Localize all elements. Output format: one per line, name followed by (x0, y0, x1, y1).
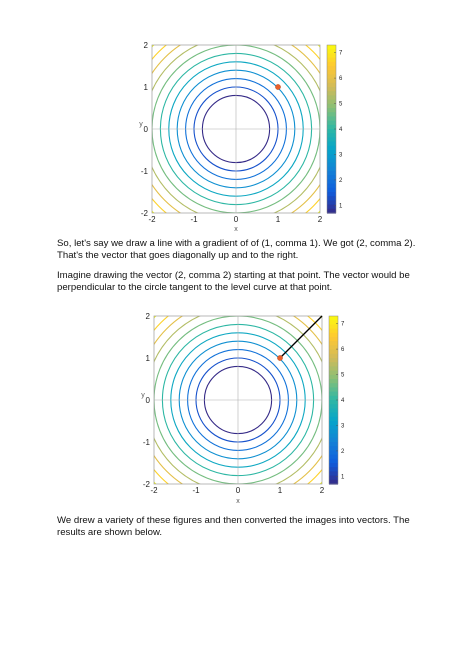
colorbar-segment (329, 404, 338, 409)
y-tick-label: 1 (143, 83, 148, 92)
contour-level-1 (202, 95, 269, 162)
colorbar-segment (329, 396, 338, 401)
contour-level-2 (196, 358, 280, 442)
colorbar-segment (329, 320, 338, 325)
colorbar-tick-label: 2 (339, 177, 343, 184)
colorbar-segment (327, 167, 336, 172)
colorbar-1 (327, 45, 343, 214)
y-tick-label: -2 (142, 480, 150, 489)
colorbar-tick-label: 5 (341, 372, 345, 379)
x-axis-label-1: x (234, 226, 238, 233)
plot-frame-2 (154, 316, 322, 484)
x-tick-label: 1 (277, 486, 283, 495)
colorbar-tick-label: 3 (339, 152, 343, 159)
colorbar-segment (327, 125, 336, 130)
colorbar-segment (327, 58, 336, 63)
marked-point (277, 355, 282, 360)
colorbar-segment (327, 112, 336, 117)
colorbar-segment (329, 333, 338, 338)
contour-level-10 (127, 20, 345, 238)
colorbar-segment (327, 163, 336, 168)
colorbar-segment (327, 158, 336, 163)
colorbar-segment (329, 366, 338, 371)
y-tick-label: -2 (140, 209, 148, 218)
colorbar-segment (327, 108, 336, 113)
colorbar-segment (329, 379, 338, 384)
colorbar-segment (329, 350, 338, 355)
contour-level-7 (154, 316, 322, 484)
colorbar-segment (327, 87, 336, 92)
colorbar-segment (327, 146, 336, 151)
colorbar-segment (329, 362, 338, 367)
colorbar-segment (329, 450, 338, 455)
colorbar-segment (329, 442, 338, 447)
colorbar-tick-label: 1 (341, 474, 345, 481)
colorbar-segment (327, 184, 336, 189)
x-tick-label: 1 (275, 215, 281, 224)
colorbar-segment (329, 413, 338, 418)
contour-lines-1 (118, 11, 353, 246)
contour-level-10 (129, 291, 347, 509)
y-tick-label: -1 (140, 167, 148, 176)
colorbar-segment (327, 209, 336, 214)
colorbar-segment (327, 95, 336, 100)
colorbar-tick-label: 5 (339, 101, 343, 108)
colorbar-segment (329, 408, 338, 413)
contour-level-3 (186, 79, 287, 180)
colorbar-segment (327, 200, 336, 205)
y-axis-label-2: y (141, 392, 145, 399)
contour-level-6 (160, 53, 311, 204)
colorbar-tick-label: 7 (341, 321, 345, 328)
paragraph-results: We drew a variety of these figures and then converted the images into vectors. The results are shown below. (57, 515, 410, 539)
colorbar-segment (329, 329, 338, 334)
y-tick-label: 1 (145, 354, 150, 363)
contour-level-5 (171, 333, 305, 467)
contour-level-4 (179, 341, 297, 459)
gradient-vector-arrow (280, 316, 322, 358)
colorbar-segment (329, 400, 338, 405)
colorbar-segment (327, 66, 336, 71)
colorbar-segment (327, 133, 336, 138)
colorbar-segment (329, 446, 338, 451)
colorbar-segment (327, 83, 336, 88)
x-tick-label: -1 (192, 486, 200, 495)
contour-level-6 (162, 324, 313, 475)
contour-level-9 (135, 28, 337, 230)
colorbar-segment (329, 425, 338, 430)
colorbar-segment (329, 417, 338, 422)
colorbar-segment (329, 371, 338, 376)
y-axis-label-1: y (139, 121, 143, 128)
contour-level-11 (120, 282, 355, 517)
colorbar-segment (329, 354, 338, 359)
colorbar-segment (327, 45, 336, 50)
colorbar-frame (329, 316, 338, 484)
paragraph-vector-perpendicular: Imagine drawing the vector (2, comma 2) starting at that point. The vector would be perpendicular to the circle tangent to the level curve at that point. (57, 270, 410, 294)
contour-level-5 (169, 62, 303, 196)
colorbar-segment (327, 129, 336, 134)
colorbar-segment (329, 345, 338, 350)
x-tick-label: 0 (233, 215, 239, 224)
colorbar-tick-label: 6 (339, 76, 343, 83)
colorbar-segment (329, 337, 338, 342)
colorbar-segment (329, 324, 338, 329)
colorbar-segment (329, 358, 338, 363)
marked-point (275, 84, 280, 89)
colorbar-segment (327, 205, 336, 210)
contour-level-8 (144, 37, 329, 222)
x-tick-label: 2 (319, 486, 325, 495)
colorbar-segment (327, 53, 336, 58)
axes-lines-2 (154, 316, 322, 484)
colorbar-tick-label: 1 (339, 203, 343, 210)
colorbar-segment (327, 175, 336, 180)
colorbar-segment (327, 70, 336, 75)
colorbar-segment (327, 179, 336, 184)
axes-lines-1 (152, 45, 320, 213)
colorbar-segment (329, 476, 338, 481)
colorbar-segment (327, 100, 336, 105)
colorbar-segment (327, 154, 336, 159)
x-tick-label: -1 (190, 215, 198, 224)
y-tick-label: 0 (145, 396, 150, 405)
contour-level-11 (118, 11, 353, 246)
x-tick-label: -2 (150, 486, 158, 495)
colorbar-segment (327, 192, 336, 197)
contour-level-2 (194, 87, 278, 171)
x-axis-label-2: x (236, 498, 240, 505)
colorbar-2 (329, 316, 345, 485)
x-tick-label: -2 (148, 215, 156, 224)
colorbar-tick-label: 4 (339, 127, 343, 133)
colorbar-segment (327, 62, 336, 67)
contour-level-1 (204, 366, 271, 433)
colorbar-tick-label: 7 (339, 50, 343, 57)
colorbar-tick-label: 6 (341, 347, 345, 354)
colorbar-segment (329, 341, 338, 346)
colorbar-tick-label: 3 (341, 423, 345, 430)
x-tick-label: 0 (235, 486, 241, 495)
colorbar-segment (329, 375, 338, 380)
colorbar-segment (327, 116, 336, 121)
colorbar-segment (327, 196, 336, 201)
colorbar-frame (327, 45, 336, 213)
colorbar-segment (329, 316, 338, 321)
colorbar-segment (327, 104, 336, 109)
contour-level-9 (137, 299, 339, 501)
colorbar-segment (327, 188, 336, 193)
colorbar-segment (329, 459, 338, 464)
x-tick-label: 2 (317, 215, 323, 224)
colorbar-segment (329, 392, 338, 397)
paragraph-gradient-intro: So, let's say we draw a line with a gradient of of (1, comma 1). We got (2, comma 2). That's the vector that goes diagonally up and to the right. (57, 238, 416, 262)
contour-level-3 (188, 350, 289, 451)
colorbar-segment (327, 79, 336, 84)
colorbar-segment (329, 383, 338, 388)
colorbar-segment (327, 171, 336, 176)
colorbar-tick-label: 4 (341, 398, 345, 404)
colorbar-segment (327, 142, 336, 147)
colorbar-segment (329, 434, 338, 439)
colorbar-segment (327, 121, 336, 126)
colorbar-segment (329, 467, 338, 472)
colorbar-segment (327, 49, 336, 54)
y-tick-label: -1 (142, 438, 150, 447)
y-tick-label: 2 (145, 312, 150, 321)
colorbar-segment (329, 471, 338, 476)
colorbar-segment (329, 387, 338, 392)
colorbar-tick-label: 2 (341, 448, 345, 455)
colorbar-segment (327, 74, 336, 79)
colorbar-segment (329, 480, 338, 485)
y-tick-label: 2 (143, 41, 148, 50)
colorbar-segment (329, 438, 338, 443)
colorbar-segment (329, 429, 338, 434)
contour-lines-2 (120, 282, 355, 517)
plot-frame-1 (152, 45, 320, 213)
contour-level-7 (152, 45, 320, 213)
colorbar-segment (329, 455, 338, 460)
colorbar-segment (327, 91, 336, 96)
contour-level-4 (177, 70, 295, 188)
colorbar-segment (327, 137, 336, 142)
contour-level-8 (146, 308, 331, 493)
colorbar-segment (329, 421, 338, 426)
y-tick-label: 0 (143, 125, 148, 134)
colorbar-segment (327, 150, 336, 155)
colorbar-segment (329, 463, 338, 468)
